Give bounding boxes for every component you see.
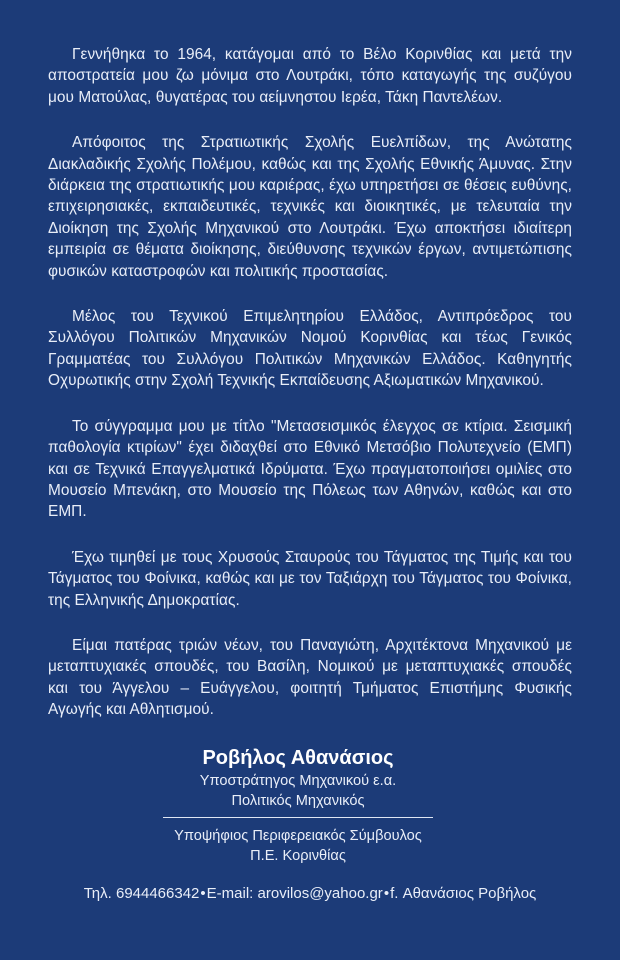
paragraph-honors: Έχω τιμηθεί με τους Χρυσούς Σταυρούς του Τάγματος της Τιμής και του Τάγματος του Φοίνικα, καθώς και με τον Ταξιάρχη του Τάγματος του Φοίνικα, της Ελληνικής Δημοκρατίας.	[48, 548, 572, 609]
contact-email[interactable]: E-mail: arovilos@yahoo.gr	[206, 885, 383, 902]
bullet-separator-1: •	[200, 885, 206, 902]
signature-region: Π.Ε. Κορινθίας	[250, 847, 346, 864]
paragraph-origin: Γεννήθηκα το 1964, κατάγομαι από το Βέλο Κορινθίας και μετά την αποστρατεία μου ζω μόνιμα στο Λουτράκι, τόπο καταγωγής της συζύγου μου Ματούλας, θυγατέρας του αείμνηστου Ιερέα, Τάκη Παντελέων.	[48, 46, 572, 106]
signature-block	[48, 745, 572, 866]
signature-rank: Υποστράτηγος Μηχανικού ε.α.	[199, 772, 397, 789]
contact-line	[0, 884, 620, 904]
signature-candidacy: Υποψήφιος Περιφερειακός Σύμβουλος	[174, 827, 422, 844]
signature-name: Ροβήλος Αθανάσιος	[202, 746, 394, 769]
paragraph-engineering-memberships: Μέλος του Τεχνικού Επιμελητηρίου Ελλάδος, Αντιπρόεδρος του Συλλόγου Πολιτικών Μηχανικών Νομού Κορινθίας και τέως Γενικός Γραμματέας του Συλλόγου Πολιτικών Μηχανικών Ελλάδος. Καθηγητής Οχυρωτικής στην Σχολή Τεχνικής Εκπαίδευσης Αξιωματικών Μηχανικού.	[48, 308, 572, 390]
paragraph-publications: Το σύγγραμμα μου με τίτλο "Μετασεισμικός έλεγχος σε κτίρια. Σεισμική παθολογία κτιρίων" έχει διδαχθεί στο Εθνικό Μετσόβιο Πολυτεχνείο (ΕΜΠ) και σε Τεχνικά Επαγγελματικά Ιδρύματα. Έχω πραγματοποιήσει ομιλίες στο Μουσείο Μπενάκη, στο Μουσείο της Πόλεως των Αθηνών, καθώς και στο ΕΜΠ.	[48, 417, 572, 521]
signature-profession: Πολιτικός Μηχανικός	[231, 792, 365, 809]
biography-text	[48, 44, 572, 721]
contact-phone[interactable]: Τηλ. 6944466342	[83, 885, 200, 902]
paragraph-family: Είμαι πατέρας τριών νέων, του Παναγιώτη, Αρχιτέκτονα Μηχανικού με μεταπτυχιακές σπουδές, του Βασίλη, Νομικού με μεταπτυχιακές σπουδές και του Άγγελου – Ευάγγελου, φοιτητή Τμήματος Επιστήμης Φυσικής Αγωγής και Αθλητισμού.	[48, 636, 572, 719]
contact-facebook[interactable]: f. Αθανάσιος Ροβήλος	[390, 885, 537, 902]
bullet-separator-2: •	[383, 885, 390, 902]
paragraph-military-career: Απόφοιτος της Στρατιωτικής Σχολής Ευελπίδων, της Ανώτατης Διακλαδικής Σχολής Πολέμου, καθώς και της Σχολής Εθνικής Άμυνας. Στην διάρκεια της στρατιωτικής μου καριέρας, έχω υπηρετήσει σε θέσεις ευθύνης, επιχειρησιακές, εκπαιδευτικές, τεχνικές και διοικητικές, με τελευταία την Διοίκηση της Σχολής Μηχανικού στο Λουτράκι. Έχω αποκτήσει ιδιαίτερη εμπειρία σε θέματα διοίκησης, διεύθυνσης τεχνικών έργων, αντιμετώπισης φυσικών καταστροφών και πολιτικής προστασίας.	[48, 134, 572, 280]
signature-divider	[163, 817, 433, 818]
